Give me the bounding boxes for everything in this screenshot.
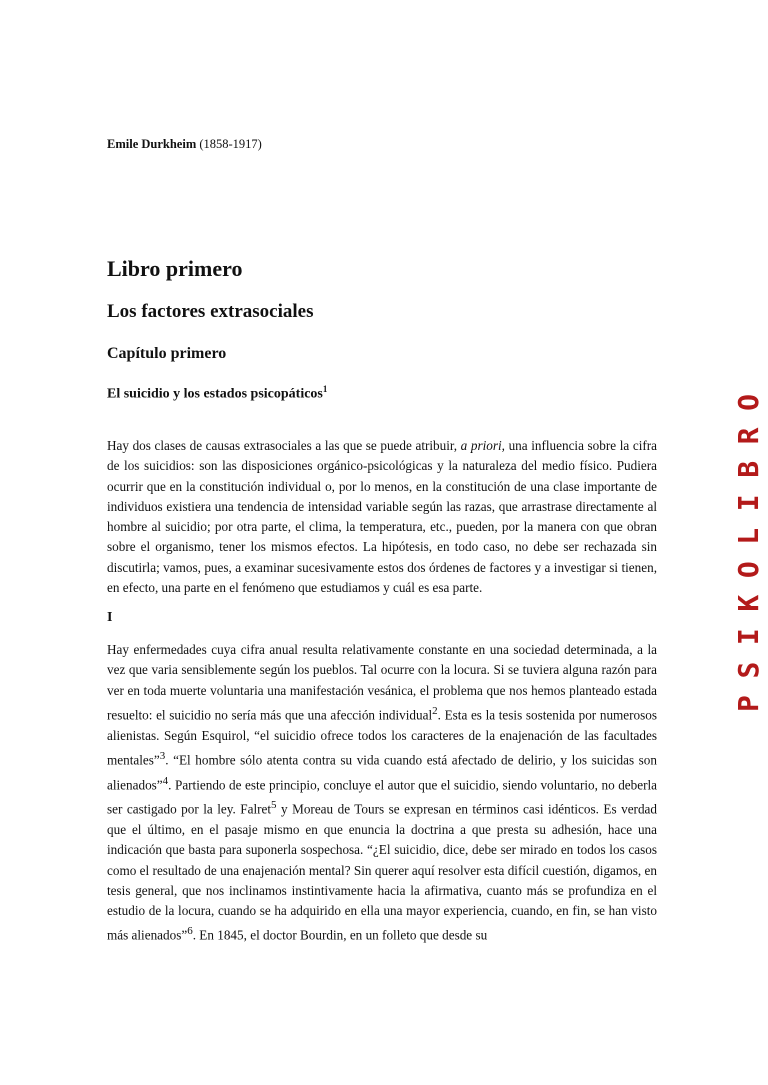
footnote-ref[interactable]: 5 bbox=[271, 799, 277, 812]
paragraph-text: y Moreau de Tours se expresan en términos casi idénticos. Es verdad que el último, en el pasaje mismo en que enuncia la doctrina a que presta su adhesión, hace una indicación que basta para suponerla sospechosa. “¿El suicidio, dice, debe ser mirado en todos los casos como el resultado de una enajenación mental? Sin querer aquí resolver esta difícil cuestión, digamos, en tesis general, que nos inclinamos instintivamente hacia la afirmativa, cuanto más se profundiza en el estudio de la locura, cuando se ha adquirido en ella una mayor experiencia, cuando, en fin, se han visto más alienados” bbox=[107, 801, 657, 943]
paragraph-text: . En 1845, el doctor Bourdin, en un folleto que desde su bbox=[192, 927, 488, 943]
footnote-ref[interactable]: 6 bbox=[187, 925, 193, 938]
paragraph-text: una influencia sobre la cifra de los suicidios: son las disposiciones orgánico-psicológicas y la naturaleza del medio físico. Pudiera ocurrir que en la constitución individual o, por lo menos, en la constitución de una clase importante de individuos existiera una tendencia de intensidad variable según las razas, que arrastrase directamente al hombre al suicidio; por otra parte, el clima, la temperatura, etc., pueden, por la manera con que obran sobre el organismo, tener los mismos efectos. La hipótesis, en todo caso, no debe ser rechazada sin discutirla; vamos, pues, a examinar sucesivamente estos dos órdenes de factores y a investigar si tienen, en efecto, una parte en el fenómeno que estudiamos y cuál es esa parte. bbox=[107, 438, 658, 596]
chapter-title bbox=[107, 384, 327, 403]
intro-paragraph bbox=[107, 436, 657, 598]
paragraph-text: Hay dos clases de causas extrasociales a las que se puede atribuir, bbox=[107, 438, 461, 453]
section-number: I bbox=[107, 610, 113, 625]
paragraph-text: Hay enfermedades cuya cifra anual resulta relativamente constante en una sociedad determinada, a la vez que varia sensiblemente según los pueblos. Tal ocurre con la locura. Si se tuviera alguna razón para ver en toda muerte voluntaria una manifestación vesánica, el problema que nos hemos planteado estada resuelto: el suicidio no sería más que una afección individual bbox=[107, 642, 657, 723]
author-name: Emile Durkheim bbox=[107, 137, 197, 151]
psikolibro-watermark bbox=[728, 394, 768, 712]
body-paragraph bbox=[107, 640, 657, 946]
italic-phrase: a priori, bbox=[460, 438, 505, 453]
footnote-ref[interactable]: 2 bbox=[432, 704, 438, 717]
chapter-heading: Capítulo primero bbox=[107, 345, 227, 362]
watermark-text: PSIKOLIBRO bbox=[732, 394, 765, 712]
author-line bbox=[107, 137, 262, 152]
footnote-ref[interactable]: 3 bbox=[159, 749, 166, 762]
author-dates: (1858-1917) bbox=[199, 137, 262, 151]
part-heading: Los factores extrasociales bbox=[107, 301, 314, 322]
paragraph-text: . Esta es la tesis sostenida por numerosos alienistas. Según Esquirol, “el suicidio ofrece todos los caracteres de la enajenación de las facultades mentales” bbox=[107, 707, 657, 768]
chapter-title-text: El suicidio y los estados psicopáticos bbox=[107, 386, 323, 402]
paragraph-text: . “El hombre sólo atenta contra su vida cuando está afectado de delirio, y los suicidas son alienados” bbox=[107, 752, 657, 792]
paragraph-text: . Partiendo de este principio, concluye el autor que el suicidio, siendo voluntario, no deberla ser castigado por la ley. Falret bbox=[107, 776, 657, 817]
book-heading: Libro primero bbox=[107, 256, 243, 281]
footnote-ref[interactable]: 4 bbox=[162, 774, 169, 787]
footnote-ref[interactable]: 1 bbox=[322, 384, 328, 394]
